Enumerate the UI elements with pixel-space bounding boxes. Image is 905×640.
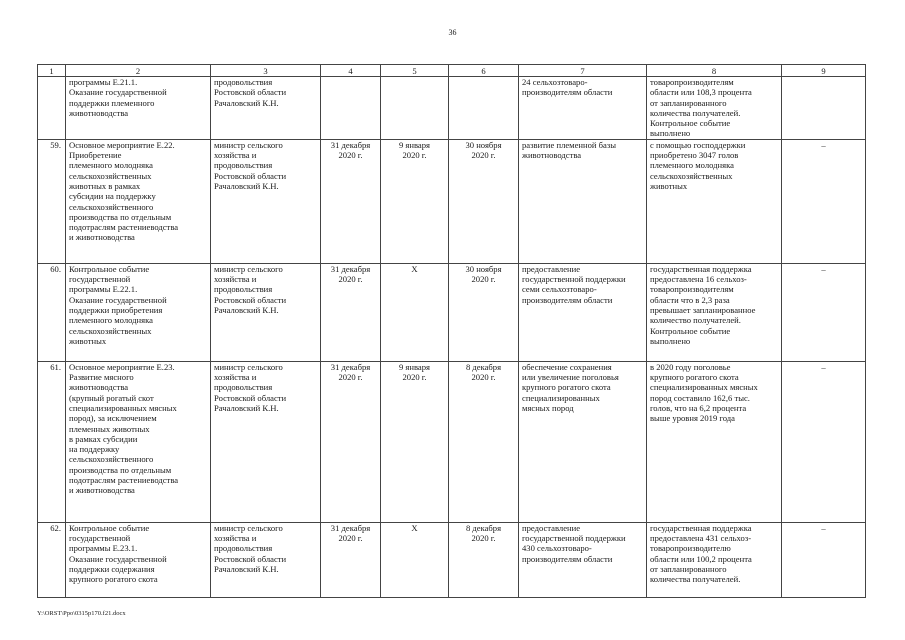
column-header: 2: [66, 65, 211, 77]
footer-file-path: Y:\ORST\Ppo\0315p170.f21.docx: [37, 610, 126, 617]
start-date: 9 января 2020 г.: [381, 361, 449, 522]
note: –: [782, 522, 866, 597]
column-header: 3: [211, 65, 321, 77]
start-date: 9 января 2020 г.: [381, 139, 449, 263]
planned-date: 31 декабря 2020 г.: [321, 522, 381, 597]
responsible-person: продовольствия Ростовской области Рачаловский К.Н.: [211, 77, 321, 140]
planned-date: 31 декабря 2020 г.: [321, 263, 381, 361]
expected-result: предоставление государственной поддержки 430 сельхозтоваро- производителям области: [519, 522, 647, 597]
event-name: Основное мероприятие Е.23. Развитие мясного животноводства (крупный рогатый скот специализированных мясных пород), за исключением племенных животных в рамках субсидии на поддержку сельскохозяйственного производства по отдельным подотраслям растениеводства и животноводства: [66, 361, 211, 522]
column-number-row: [38, 65, 866, 77]
row-number: 60.: [38, 263, 66, 361]
table-row: [38, 361, 866, 522]
planned-date: 31 декабря 2020 г.: [321, 139, 381, 263]
start-date: [381, 77, 449, 140]
event-name: Контрольное событие государственной программы Е.23.1. Оказание государственной поддержки содержания крупного рогатого скота: [66, 522, 211, 597]
row-number: [38, 77, 66, 140]
end-date: [449, 77, 519, 140]
actual-result: государственная поддержка предоставлена 431 сельхоз- товаропроизводителю области или 100,2 процента от запланированного количества получателей.: [647, 522, 782, 597]
actual-result: товаропроизводителям области или 108,3 процента от запланированного количества получателей. Контрольное событие выполнено: [647, 77, 782, 140]
event-name: Контрольное событие государственной программы Е.22.1. Оказание государственной поддержки приобретения племенного молодняка сельскохозяйственных животных: [66, 263, 211, 361]
column-header: 9: [782, 65, 866, 77]
table-row: [38, 522, 866, 597]
column-header: 4: [321, 65, 381, 77]
end-date: 30 ноября 2020 г.: [449, 263, 519, 361]
end-date: 30 ноября 2020 г.: [449, 139, 519, 263]
events-table: [37, 64, 866, 598]
event-name: программы Е.21.1. Оказание государственной поддержки племенного животноводства: [66, 77, 211, 140]
note: [782, 77, 866, 140]
actual-result: государственная поддержка предоставлена 16 сельхоз- товаропроизводителям области что в 2,3 раза превышает запланированное количество получателей. Контрольное событие выполнено: [647, 263, 782, 361]
planned-date: 31 декабря 2020 г.: [321, 361, 381, 522]
table-row: [38, 139, 866, 263]
planned-date: [321, 77, 381, 140]
expected-result: 24 сельхозтоваро- производителям области: [519, 77, 647, 140]
expected-result: обеспечение сохранения или увеличение поголовья крупного рогатого скота специализированных мясных пород: [519, 361, 647, 522]
row-number: 61.: [38, 361, 66, 522]
page-number: 36: [448, 28, 457, 37]
row-number: 59.: [38, 139, 66, 263]
responsible-person: министр сельского хозяйства и продовольствия Ростовской области Рачаловский К.Н.: [211, 139, 321, 263]
start-date: Х: [381, 263, 449, 361]
note: –: [782, 263, 866, 361]
start-date: Х: [381, 522, 449, 597]
table-row: [38, 77, 866, 140]
table-row: [38, 263, 866, 361]
end-date: 8 декабря 2020 г.: [449, 522, 519, 597]
actual-result: с помощью господдержки приобретено 3047 голов племенного молодняка сельскохозяйственных животных: [647, 139, 782, 263]
note: –: [782, 361, 866, 522]
responsible-person: министр сельского хозяйства и продовольствия Ростовской области Рачаловский К.Н.: [211, 263, 321, 361]
column-header: 7: [519, 65, 647, 77]
column-header: 8: [647, 65, 782, 77]
responsible-person: министр сельского хозяйства и продовольствия Ростовской области Рачаловский К.Н.: [211, 361, 321, 522]
column-header: 6: [449, 65, 519, 77]
end-date: 8 декабря 2020 г.: [449, 361, 519, 522]
expected-result: предоставление государственной поддержки семи сельхозтоваро- производителям области: [519, 263, 647, 361]
expected-result: развитие племенной базы животноводства: [519, 139, 647, 263]
note: –: [782, 139, 866, 263]
column-header: 5: [381, 65, 449, 77]
event-name: Основное мероприятие Е.22. Приобретение племенного молодняка сельскохозяйственных животных в рамках субсидии на поддержку сельскохозяйственного производства по отдельным подотраслям растениеводства и животноводства: [66, 139, 211, 263]
column-header: 1: [38, 65, 66, 77]
responsible-person: министр сельского хозяйства и продовольствия Ростовской области Рачаловский К.Н.: [211, 522, 321, 597]
row-number: 62.: [38, 522, 66, 597]
actual-result: в 2020 году поголовье крупного рогатого скота специализированных мясных пород составило 162,6 тыс. голов, что на 6,2 процента выше уровня 2019 года: [647, 361, 782, 522]
